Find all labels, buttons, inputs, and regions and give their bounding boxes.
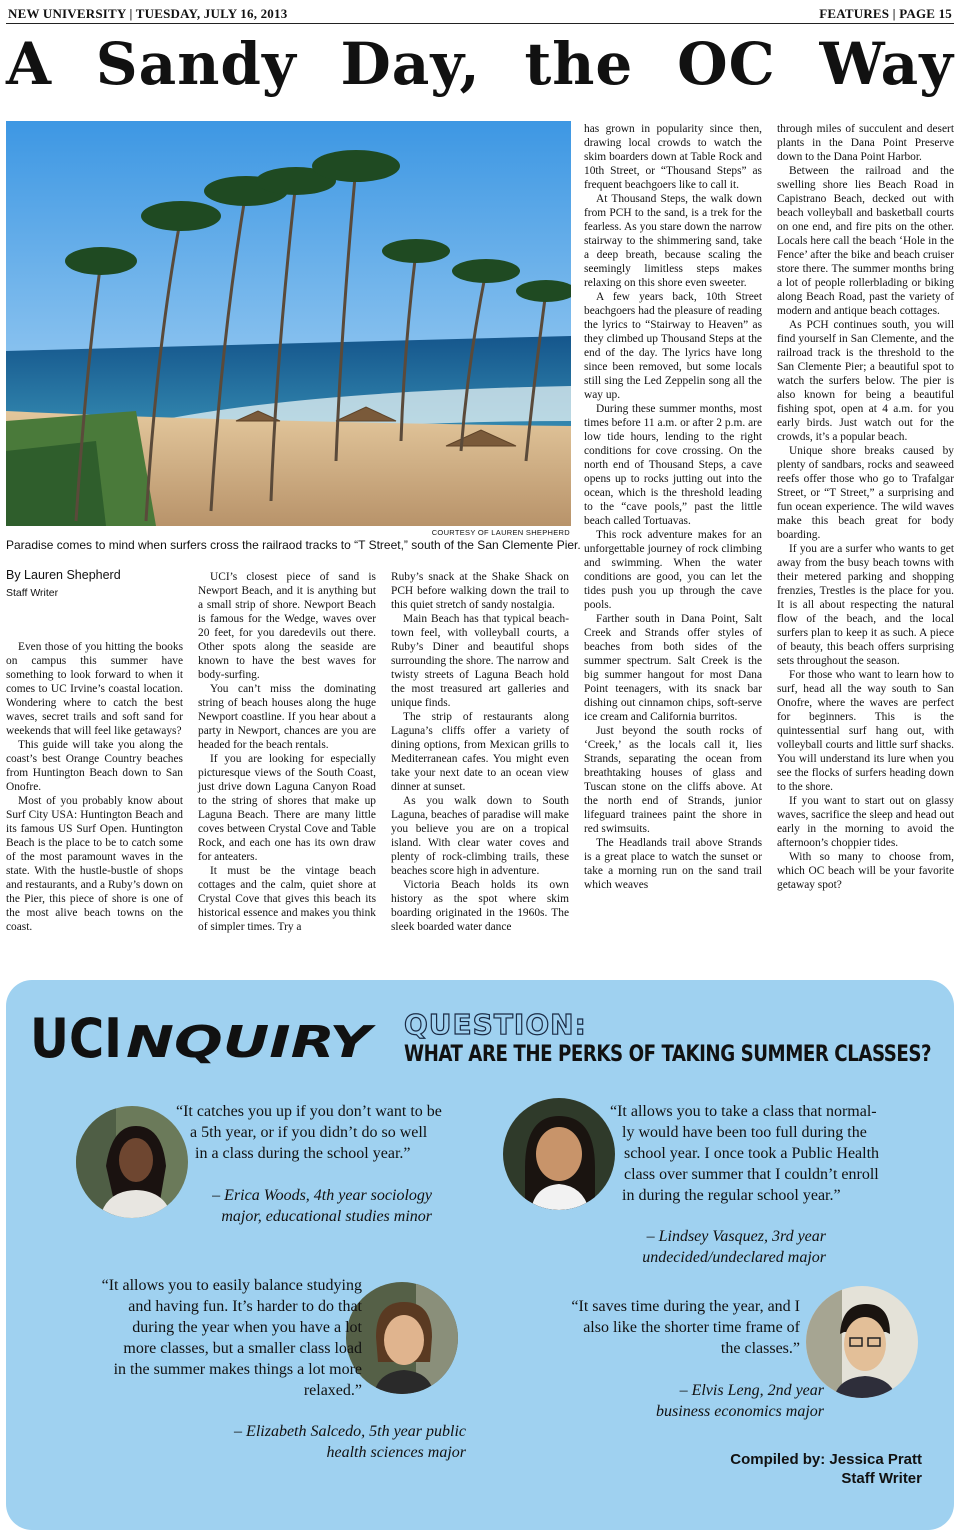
- quote-lindsey-vasquez: [610, 1101, 879, 1206]
- question-text: WHAT ARE THE PERKS OF TAKING SUMMER CLASSES?: [404, 1042, 932, 1067]
- article-paragraph: For those who want to learn how to surf, head all the way south to San Onofre, where the waves are perfect for beginners. This is the quintessential surf hang out, with volleyball courts and little surf shacks. You will understand its lure when you see the flocks of surfers heading down to the shore.: [777, 669, 954, 793]
- quote-line: relaxed.”: [303, 1382, 362, 1399]
- attribution-line: undecided/undeclared major: [642, 1249, 826, 1266]
- article-paragraph: If you want to start out on glassy waves, sacrifice the sleep and head out early in the morning to avoid the afternoon’s choppier tides.: [777, 795, 954, 849]
- article-paragraph: A few years back, 10th Street beachgoers had the pleasure of reading the lyrics to “Stairway to Heaven” as they climbed up Thousand Steps at the end of the day. The lyrics have long since been removed, but some locals still sing the Led Zeppelin song all the way up.: [584, 291, 762, 401]
- article-paragraph: Between the railroad and the swelling shore lies Beach Road in Capistrano Beach, decked out with beach volleyball and basketball courts on one end, and fire pits on the other. Locals here call the beach ‘Hole in the Fence’ after the bike and beach cruiser store there. The summer months bring a lot of people rollerblading or biking along Beach Road, past the variety of modern and antique beach cottages.: [777, 165, 954, 317]
- headline: [6, 28, 954, 100]
- quote-line: the classes.”: [720, 1340, 800, 1357]
- quote-line: in during the regular school year.”: [622, 1187, 841, 1204]
- article-paragraph: You can’t miss the dominating string of beach houses along the huge Newport coastline. If you hear about a party in Newport, chances are you are headed for the beach rentals.: [198, 683, 376, 751]
- article-column-3: [391, 570, 569, 934]
- quote-line: during the year when you have a lot: [132, 1319, 362, 1336]
- headline-word: OC: [677, 30, 776, 98]
- quote-line: more classes, but a smaller class load: [123, 1340, 362, 1357]
- quote-elizabeth-salcedo: [68, 1275, 362, 1401]
- article-paragraph: It must be the vintage beach cottages and the calm, quiet shore at Crystal Cove that gives this beach its historical essence and makes you think of simpler times. Try a: [198, 865, 376, 933]
- quote-line: also like the shorter time frame of: [583, 1319, 800, 1336]
- byline-author: By Lauren Shepherd: [6, 568, 121, 582]
- article-paragraph: has grown in popularity since then, drawing local crowds to watch the skim boarders down at Table Rock and 10th Street, or “Thousand Steps” as frequent beachgoers like to call it.: [584, 123, 762, 191]
- article-paragraph: The Headlands trail above Strands is a great place to watch the sunset or take a morning run on the sand trail which weaves: [584, 837, 762, 891]
- article-paragraph: If you are looking for especially picturesque views of the South Coast, just drive down Laguna Canyon Road to the string of shores that make up Laguna Beach. There are many little coves between Crystal Cove and Table Rock, and each one has its own draw for anteaters.: [198, 753, 376, 863]
- attribution-line: – Lindsey Vasquez, 3rd year: [646, 1228, 826, 1245]
- avatar-lindsey-vasquez: [503, 1098, 615, 1210]
- attribution-line: major, educational studies minor: [221, 1208, 432, 1225]
- attribution-erica-woods: [180, 1185, 432, 1227]
- headline-word: the: [524, 30, 634, 98]
- uc-inquiry-logo: [30, 1005, 380, 1065]
- quote-line: in a class during the school year.”: [195, 1145, 411, 1162]
- quote-line: in the summer makes things a lot more: [113, 1361, 362, 1378]
- article-paragraph: This rock adventure makes for an unforgettable journey of rock climbing and swimming. When the water conditions are good, you can let the tides push you up through the cave pools.: [584, 529, 762, 611]
- article-paragraph: Victoria Beach holds its own history as the spot where skim boarding originated in the 1960s. The sleek boarded water dance: [391, 879, 569, 933]
- page-header: [8, 6, 952, 24]
- headline-word: Way: [819, 30, 954, 98]
- article-paragraph: With so many to choose from, which OC beach will be your favorite getaway spot?: [777, 851, 954, 891]
- article-paragraph: If you are a surfer who wants to get away from the busy beach towns with their metered parking and shopping frenzies, Trestles is the place for you. It is all about respecting the natural flow of the beach, and the local surfers plan to keep it as such. A piece of beauty, this beach offers surprising sets throughout the season.: [777, 543, 954, 667]
- attribution-line: business economics major: [656, 1403, 824, 1420]
- article-paragraph: The strip of restaurants along Laguna’s cliffs offer a variety of dining options, from Mexican grills to Mediterranean cafes. You might even take your next date to an ocean view dinner at sunset.: [391, 711, 569, 793]
- article-paragraph: Just beyond the south rocks of ‘Creek,’ as the locals call it, lies Strands, separating the ocean from breathtaking houses of glass and Tuscan stone on the cliffs above. At the north end of Strands, junior lifeguard trainees paint the shore in red swimsuits.: [584, 725, 762, 835]
- article-paragraph: Farther south in Dana Point, Salt Creek and Strands offer styles of beaches from both sides of the summer spectrum. Salt Creek is the big summer hangout for most Dana Point teenagers, with its snack bar dishing out cinnamon chips, soft-serve ice cream and California burritos.: [584, 613, 762, 723]
- quote-line: school year. I once took a Public Health: [624, 1145, 880, 1162]
- avatar-elizabeth-salcedo: [346, 1282, 458, 1394]
- article-paragraph: Most of you probably know about Surf City USA: Huntington Beach and its famous US Surf Open. Huntington Beach is the place to be to catch some of the most paramount waves in the state. With the hustle-bustle of shops and restaurants, and a Ruby’s down on the Pier, this piece of shore is one of the most alive beach towns on the coast.: [6, 795, 183, 933]
- attribution-line: – Erica Woods, 4th year sociology: [212, 1187, 432, 1204]
- header-rule: [6, 23, 954, 24]
- question-label: QUESTION:: [404, 1008, 587, 1041]
- article-column-1: [6, 640, 183, 934]
- attribution-line: – Elizabeth Salcedo, 5th year public: [234, 1423, 466, 1440]
- attribution-line: – Elvis Leng, 2nd year: [679, 1382, 824, 1399]
- headline-word: Sandy: [95, 30, 297, 98]
- quote-line: a 5th year, or if you didn’t do so well: [190, 1124, 428, 1141]
- byline-role: Staff Writer: [6, 587, 59, 599]
- photo-caption: Paradise comes to mind when surfers cross the railraod tracks to “T Street,” south of the San Clemente Pier.: [6, 538, 581, 552]
- quote-elvis-leng: [548, 1296, 800, 1359]
- headline-word: A: [6, 30, 53, 98]
- quote-line: “It allows you to easily balance studying: [101, 1277, 362, 1294]
- compiled-by-role: Staff Writer: [841, 1470, 922, 1487]
- article-paragraph: UCI’s closest piece of sand is Newport Beach, and it is anything but a small strip of shore. Newport Beach is famous for the Wedge, waves over 20 feet, for you daredevils out there. Other spots along the seaside are known to have the best waves for body-surfing.: [198, 571, 376, 681]
- headline-word: Day,: [340, 30, 481, 98]
- photo-credit: COURTESY OF LAUREN SHEPHERD: [431, 528, 570, 537]
- quote-line: “It catches you up if you don’t want to be: [176, 1103, 442, 1120]
- quote-erica-woods: [176, 1101, 442, 1164]
- article-paragraph: At Thousand Steps, the walk down from PCH to the sand, is a trek for the fearless. As you stare down the narrow stairway to the shimmering sand, take a deep breath, because scaling the seemingly limitless steps makes relaxing on this shore even sweeter.: [584, 193, 762, 289]
- article-paragraph: through miles of succulent and desert plants in the Dana Point Preserve down to the Dana Point Harbor.: [777, 123, 954, 163]
- beach-photo: [6, 121, 571, 526]
- attribution-line: health sciences major: [326, 1444, 466, 1461]
- attribution-elvis-leng: [600, 1380, 824, 1422]
- article-paragraph: Main Beach has that typical beach-town feel, with volleyball courts, a Ruby’s Diner and beautiful shops surrounding the shore. The narrow and twisty streets of Laguna Beach hold the most treasured art galleries and unique finds.: [391, 613, 569, 709]
- compiled-by-name: Compiled by: Jessica Pratt: [730, 1451, 922, 1468]
- quote-line: and having fun. It’s harder to do that: [128, 1298, 362, 1315]
- compiled-by: [730, 1450, 922, 1488]
- attribution-lindsey-vasquez: [596, 1226, 826, 1268]
- quote-line: ly would have been too full during the: [622, 1124, 867, 1141]
- quote-line: “It saves time during the year, and I: [571, 1298, 800, 1315]
- svg-text:UCI: UCI: [30, 1007, 122, 1065]
- article-column-4: [584, 122, 762, 892]
- article-column-5: [777, 122, 954, 892]
- quote-line: “It allows you to take a class that normal-: [610, 1103, 877, 1120]
- attribution-elizabeth-salcedo: [190, 1421, 466, 1463]
- article-paragraph: During these summer months, most times before 11 a.m. or after 2 p.m. are low tide hours, lending to the right conditions for cove crossing. On the north end of Thousand Steps, a cave opens up to rocks jutting out into the ocean, which is the threshold leading to the “cave pools,” past the little beach called Tortuavas.: [584, 403, 762, 527]
- article-paragraph: This guide will take you along the coast’s best Orange Country beaches from Huntington Beach down to San Onofre.: [6, 739, 183, 793]
- article-paragraph: As PCH continues south, you will find yourself in San Clemente, and the railroad track is the threshold to the San Clemente Pier; a beautiful spot to watch the surfers below. The pier is also known for being a beautiful fishing spot, open at 4 a.m. for you early birds. Just watch out for the crowds, it’s a popular beach.: [777, 319, 954, 443]
- avatar-erica-woods: [76, 1106, 188, 1218]
- article-paragraph: As you walk down to South Laguna, beaches of paradise will make you believe you are on a tropical island. With clear water coves and plenty of rock-climbing trails, these beaches score high in adventure.: [391, 795, 569, 877]
- article-paragraph: Ruby’s snack at the Shake Shack on PCH before walking down the trail to this quiet stretch of sandy nostalgia.: [391, 571, 569, 611]
- article-paragraph: Unique shore breaks caused by plenty of sandbars, rocks and seaweed reefs offer those who go to Trafalgar Street, or “T Street,” a surprising and fun ocean experience. The wild waves make this beach great for body boarding.: [777, 445, 954, 541]
- quote-line: class over summer that I couldn’t enroll: [624, 1166, 879, 1183]
- article-paragraph: Even those of you hitting the books on campus this summer have something to look forward to when it comes to UC Irvine’s coastal location. Wondering where to catch the best waves, secret trails and soft sand for weekends that will feel like getaways?: [6, 641, 183, 737]
- beach-illustration: [6, 121, 571, 526]
- svg-text:NQUIRY: NQUIRY: [126, 1017, 377, 1065]
- header-section: FEATURES | PAGE 15: [819, 6, 952, 21]
- article-column-2: [198, 570, 376, 934]
- header-publication: NEW UNIVERSITY | TUESDAY, JULY 16, 2013: [8, 6, 288, 21]
